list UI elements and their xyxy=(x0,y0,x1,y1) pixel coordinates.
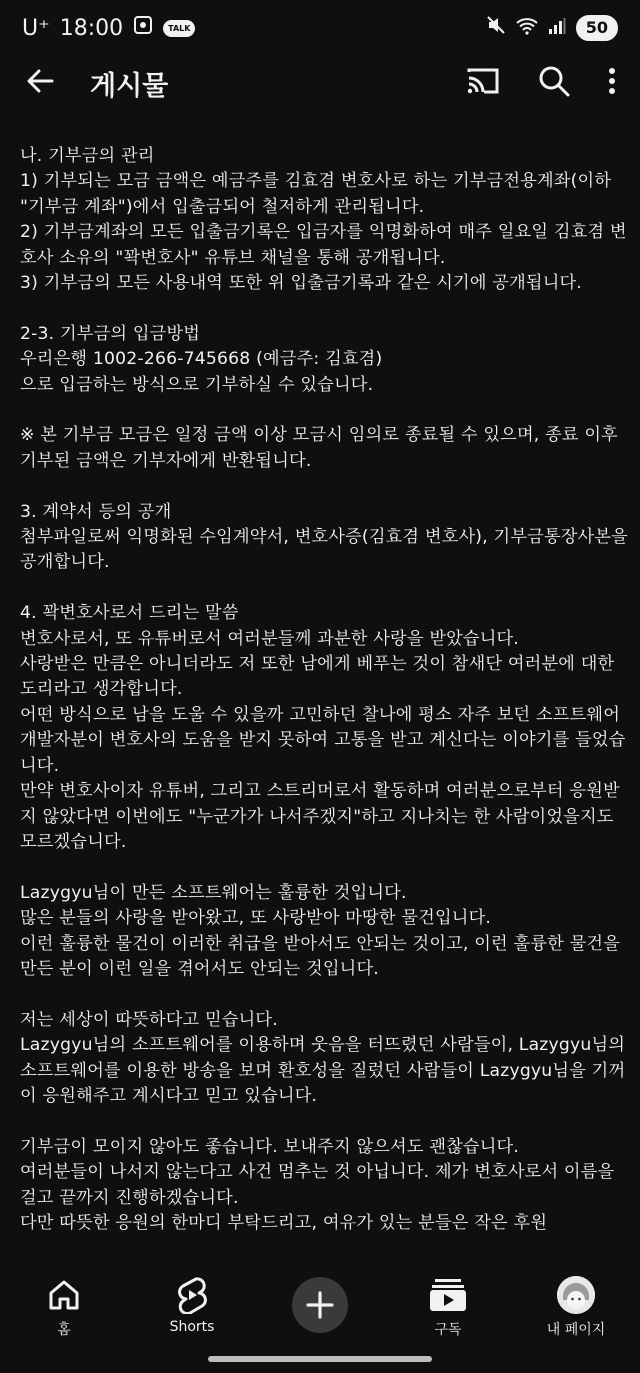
nav-shorts-label: Shorts xyxy=(169,1319,215,1335)
nav-my-page-label: 내 페이지 xyxy=(546,1322,606,1338)
mute-icon xyxy=(486,15,506,41)
post-paragraph: 저는 세상이 따뜻하다고 믿습니다. Lazygyu님의 소프트웨어를 이용하며 웃음을 터뜨렸던 사람들이, Lazygyu님의 소프트웨어를 이용한 방송을 보며 환호성을 질렀던 사람들이 Lazygyu님을 기꺼이 응원해주고 계시다고 믿고 있습니다. xyxy=(20,1009,626,1106)
nav-home-label: 홈 xyxy=(57,1322,71,1338)
post-paragraph: 2-3. 기부금의 입금방법 우리은행 1002-266-745668 (예금주: 김효겸) 으로 입금하는 방식으로 기부하실 수 있습니다. xyxy=(20,323,383,395)
nav-subscriptions-label: 구독 xyxy=(434,1322,462,1338)
carrier-label: U⁺ xyxy=(22,15,50,41)
battery-indicator: 50 xyxy=(576,15,618,41)
nav-my-page[interactable] xyxy=(512,1275,640,1339)
signal-icon xyxy=(548,16,566,41)
clock: 18:00 xyxy=(59,15,124,41)
talk-badge: TALK xyxy=(163,20,195,37)
post-paragraph: 나. 기부금의 관리 1) 기부되는 모금 금액은 예금주를 김효겸 변호사로 하는 기부금전용계좌(이하 "기부금 계좌")에서 입출금되어 철저하게 관리됩니다. 2) 기부금계좌의 모든 입출금기록은 입금자를 익명화하여 매주 일요일 김효겸 변호사 소유의 "꽉변호사" 유튜브 채널을 통해 공개됩니다. 3) 기부금의 모든 사용내역 또한 위 입출금기록과 같은 시기에 공개됩니다. xyxy=(20,146,627,294)
nav-subscriptions[interactable] xyxy=(384,1275,512,1339)
cast-icon[interactable] xyxy=(466,66,500,100)
home-icon xyxy=(46,1275,82,1315)
post-paragraph: ※ 본 기부금 모금은 일정 금액 이상 모금시 임의로 종료될 수 있으며, 종료 이후 기부된 금액은 기부자에게 반환됩니다. xyxy=(20,425,618,471)
more-vert-icon[interactable] xyxy=(608,67,616,99)
post-paragraph: 기부금이 모이지 않아도 좋습니다. 보내주지 않으셔도 괜찮습니다. 여러분들이 나서지 않는다고 사건 멈추는 것 아닙니다. 제가 변호사로서 이름을 걸고 끝까지 진행하겠습니다. 다만 따뜻한 응원의 한마디 부탁드리고, 여유가 있는 분들은 작은 후원 xyxy=(20,1136,615,1233)
avatar xyxy=(557,1276,595,1314)
post-paragraph: Lazygyu님이 만든 소프트웨어는 훌륭한 것입니다. 많은 분들의 사랑을 받아왔고, 또 사랑받아 마땅한 물건입니다. 이런 훌륭한 물건이 이러한 취급을 받아서도 안되는 것이고, 이런 훌륭한 물건을 만든 분이 이런 일을 겪어서도 안되는 것입니다. xyxy=(20,882,620,979)
post-body xyxy=(20,144,630,1262)
nav-shorts[interactable] xyxy=(128,1275,256,1335)
nav-home[interactable] xyxy=(0,1275,128,1339)
create-plus-icon[interactable] xyxy=(292,1277,348,1333)
status-bar xyxy=(0,0,640,56)
back-arrow-icon[interactable] xyxy=(24,65,56,101)
subscriptions-icon xyxy=(429,1275,467,1315)
page-title: 게시물 xyxy=(90,70,169,102)
post-paragraph: 4. 꽉변호사로서 드리는 말씀 변호사로서, 또 유튜버로서 여러분들께 과분한 사랑을 받았습니다. 사랑받은 만큼은 아니더라도 저 또한 남에게 베푸는 것이 참새단 여러분에 대한 도리라고 생각합니다. 어떤 방식으로 남을 도울 수 있을까 고민하던 찰나에 평소 자주 보던 소프트웨어 개발자분이 변호사의 도움을 받지 못하여 고통을 받고 계신다는 이야기를 들었습니다. 만약 변호사이자 유튜버, 그리고 스트리머로서 활동하며 여러분으로부터 응원받지 않았다면 이번에도 "누군가가 나서주겠지"하고 지나치는 한 사람이었을지도 모르겠습니다. xyxy=(20,603,626,852)
post-paragraph: 3. 계약서 등의 공개 첨부파일로써 익명화된 수임계약서, 변호사증(김효겸 변호사), 기부금통장사본을 공개합니다. xyxy=(20,501,628,573)
screenshot-icon xyxy=(133,15,153,41)
bottom-nav xyxy=(0,1275,640,1345)
app-bar xyxy=(0,56,640,110)
home-gesture-bar[interactable] xyxy=(208,1356,432,1362)
wifi-icon xyxy=(516,16,538,41)
nav-create[interactable] xyxy=(256,1275,384,1333)
shorts-icon xyxy=(176,1275,208,1315)
search-icon[interactable] xyxy=(538,65,570,101)
